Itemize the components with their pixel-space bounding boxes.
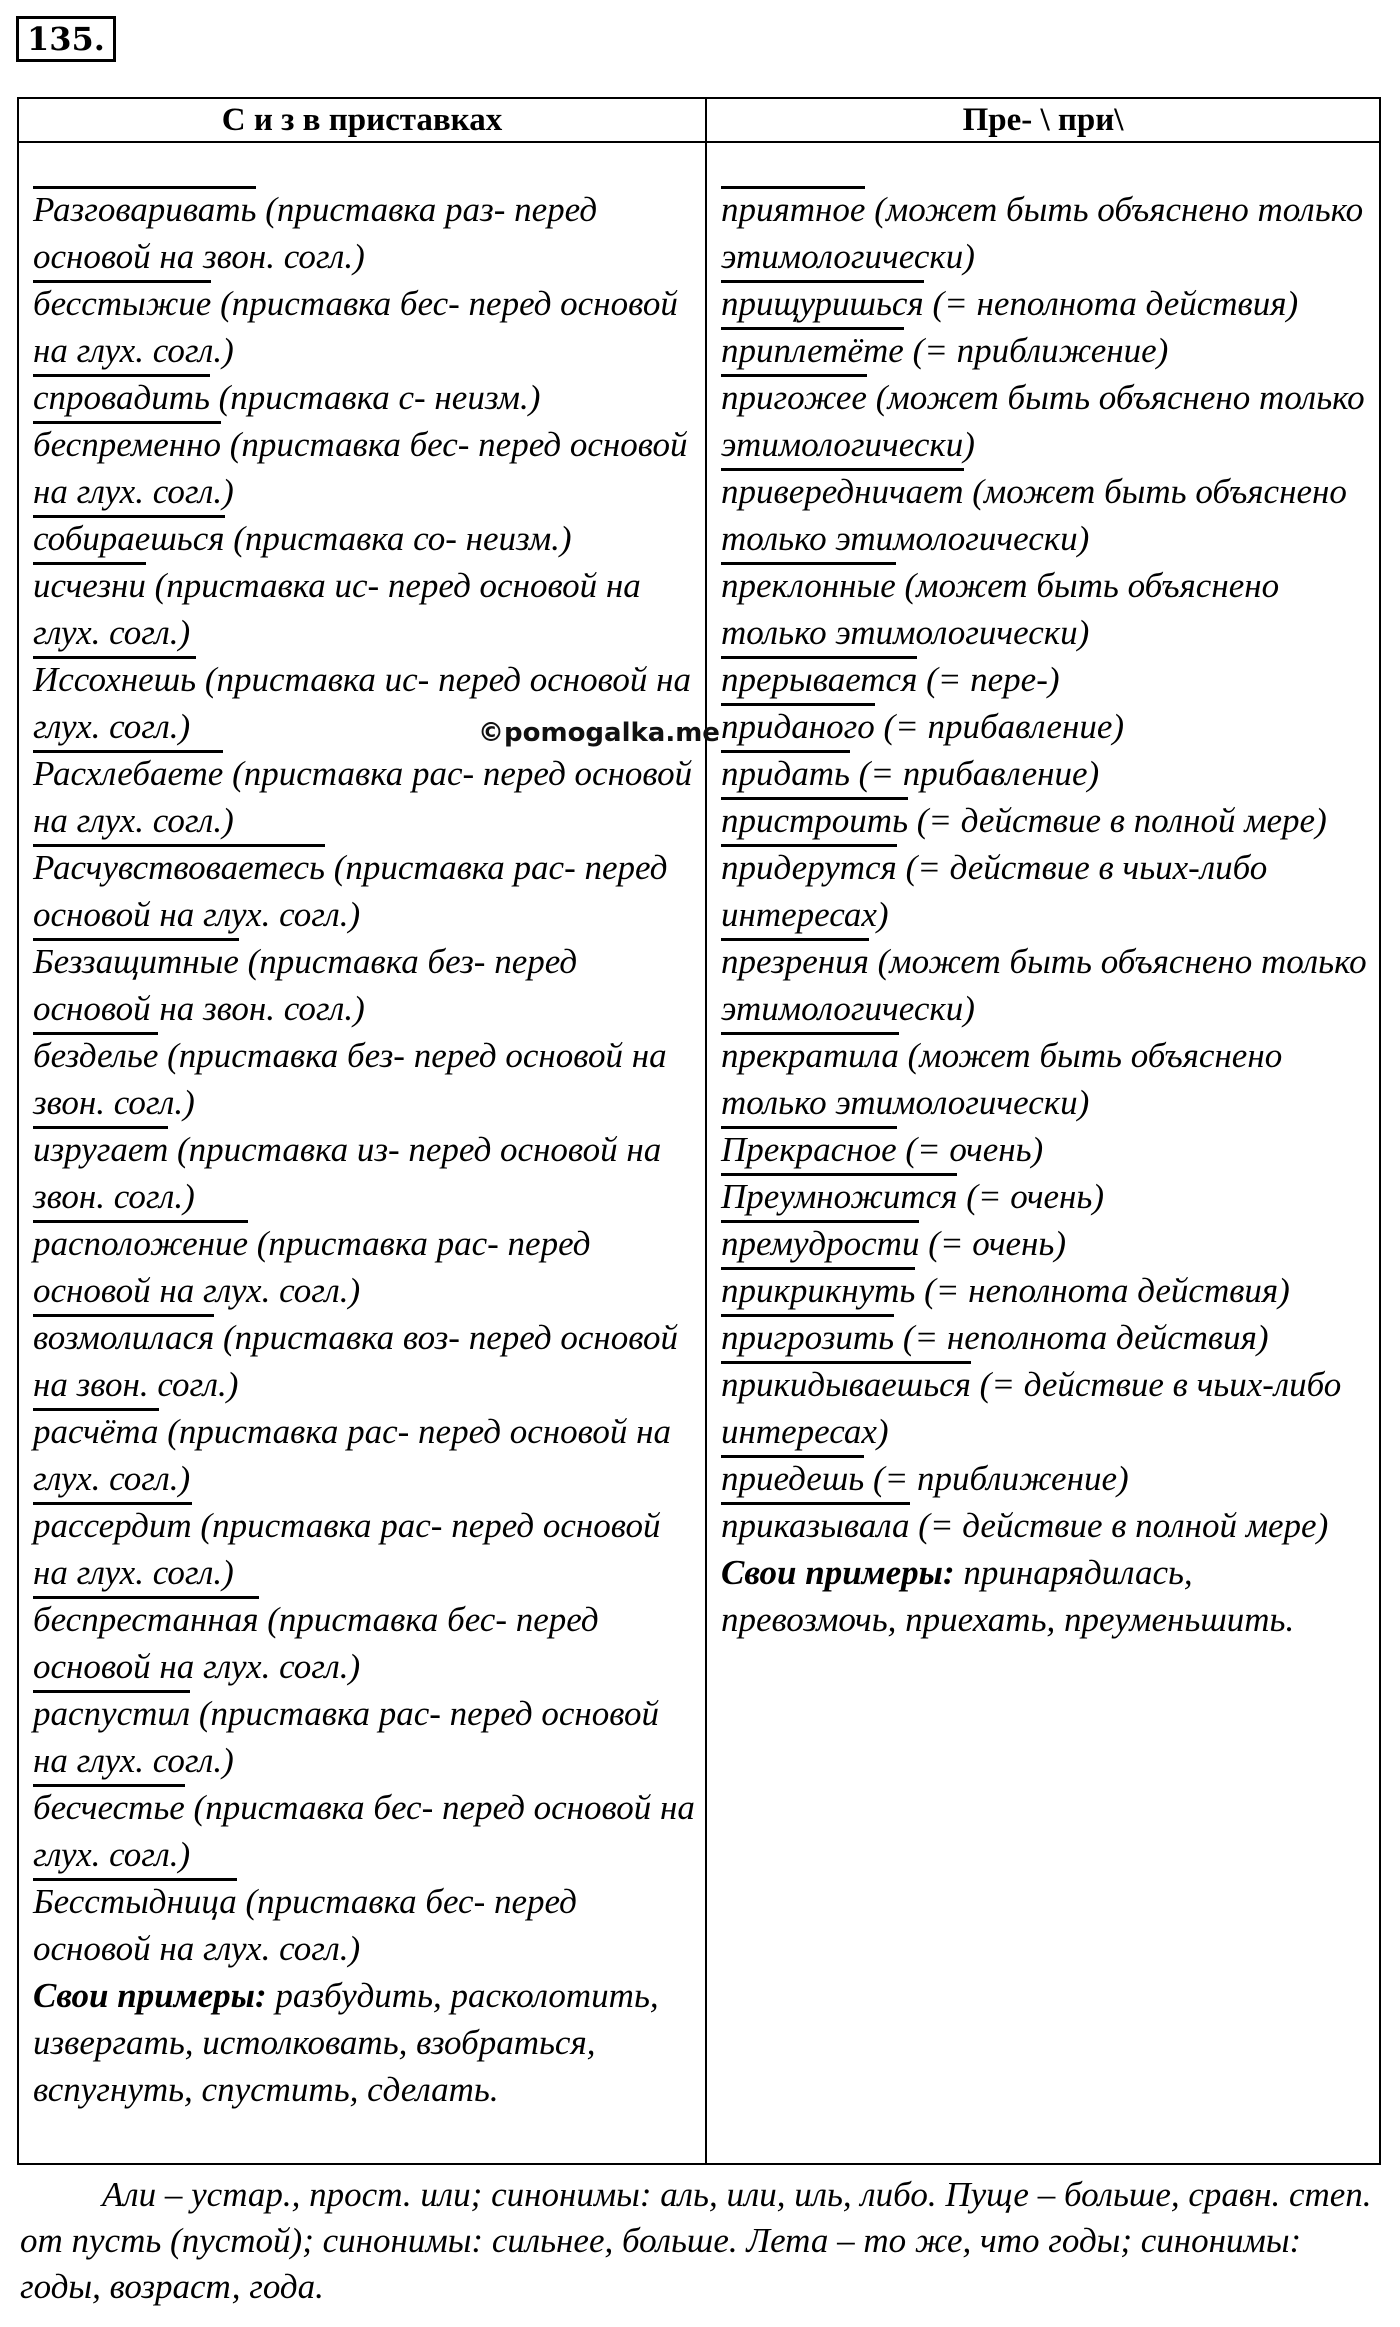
left-own-label: Свои примеры: bbox=[33, 1976, 267, 2015]
left-own-text: разбудить, расколотить, извергать, истолковать, взобраться, вспугнуть, спустить, сделать. bbox=[33, 1976, 659, 2109]
left-entry-note: (приставка воз- перед основой на звон. согл.) bbox=[33, 1318, 678, 1404]
left-entry bbox=[33, 1690, 695, 1784]
right-entry-word: Прекрасное bbox=[721, 1126, 897, 1169]
spelling-table bbox=[17, 97, 1381, 2165]
left-entry-word: Беззащитные bbox=[33, 938, 239, 981]
left-entry bbox=[33, 186, 695, 280]
left-entry-note: (приставка бес- перед основой на глух. согл.) bbox=[33, 284, 678, 370]
left-entry-word: возмолилася bbox=[33, 1314, 214, 1357]
left-entry-word: Бесстыдница bbox=[33, 1878, 237, 1921]
right-entry bbox=[721, 656, 1369, 703]
right-entry-note: (= действие в полной мере) bbox=[909, 1506, 1329, 1545]
right-entry bbox=[721, 1220, 1369, 1267]
left-entry-note: (приставка рас- перед основой на глух. согл.) bbox=[33, 1224, 591, 1310]
header-right: Пре- \ при\ bbox=[706, 98, 1380, 142]
left-entry-word: бесстыжие bbox=[33, 280, 211, 323]
left-entry-word: исчезни bbox=[33, 562, 146, 605]
right-own-label: Свои примеры: bbox=[721, 1553, 955, 1592]
left-entry-note: (приставка без- перед основой на звон. согл.) bbox=[33, 1036, 667, 1122]
left-entry bbox=[33, 1032, 695, 1126]
right-entry bbox=[721, 327, 1369, 374]
left-entry-note: (приставка рас- перед основой на глух. согл.) bbox=[33, 1506, 661, 1592]
left-entry-note: (приставка бес- перед основой на глух. согл.) bbox=[33, 1600, 599, 1686]
right-entry-note: (= прибавление) bbox=[849, 754, 1100, 793]
left-entry-note: (приставка бес- перед основой на глух. согл.) bbox=[33, 425, 688, 511]
right-entry bbox=[721, 1361, 1369, 1455]
right-entry-note: (= действие в полной мере) bbox=[908, 801, 1327, 840]
right-entry-note: (= очень) bbox=[957, 1177, 1104, 1216]
table-header-row bbox=[18, 98, 1380, 142]
right-entry bbox=[721, 1267, 1369, 1314]
right-entry-note: (= очень) bbox=[919, 1224, 1066, 1263]
left-entry-note: (приставка со- неизм.) bbox=[224, 519, 572, 558]
left-entry bbox=[33, 1784, 695, 1878]
right-entry bbox=[721, 562, 1369, 656]
left-entry-word: Разговаривать bbox=[33, 186, 256, 229]
left-entry bbox=[33, 938, 695, 1032]
left-entry-note: (приставка бес- перед основой на глух. согл.) bbox=[33, 1882, 577, 1968]
right-entry-word: приданого bbox=[721, 703, 875, 746]
left-entry bbox=[33, 280, 695, 374]
left-entry-word: спровадить bbox=[33, 374, 210, 417]
right-entry bbox=[721, 1502, 1369, 1549]
right-entry bbox=[721, 1032, 1369, 1126]
left-entry-word: бесчестье bbox=[33, 1784, 185, 1827]
right-entry bbox=[721, 844, 1369, 938]
right-entry-note: (= очень) bbox=[896, 1130, 1044, 1169]
right-column-cell bbox=[706, 142, 1380, 2164]
left-entry-word: беспременно bbox=[33, 421, 221, 464]
right-entry-word: приказывала bbox=[721, 1502, 910, 1545]
right-entry-note: (= прибавление) bbox=[874, 707, 1125, 746]
table-body-row bbox=[18, 142, 1380, 2164]
watermark: ©pomogalka.me bbox=[478, 718, 720, 748]
right-entry-word: прикидываешься bbox=[721, 1361, 971, 1404]
right-entry-word: прекратила bbox=[721, 1032, 899, 1075]
right-entry bbox=[721, 1314, 1369, 1361]
left-entry-note: (приставка с- неизм.) bbox=[209, 378, 541, 417]
header-left: С и з в приставках bbox=[18, 98, 706, 142]
left-entry-word: безделье bbox=[33, 1032, 158, 1075]
right-entry-note: (может быть объяснено только этимологически) bbox=[721, 472, 1347, 558]
right-entry-word: презрения bbox=[721, 938, 869, 981]
left-entry-word: Расхлебаете bbox=[33, 750, 223, 793]
left-entry-note: (приставка рас- перед основой на глух. согл.) bbox=[33, 1412, 671, 1498]
left-entry bbox=[33, 374, 695, 421]
left-entry-word: изругает bbox=[33, 1126, 168, 1169]
right-entry bbox=[721, 750, 1369, 797]
right-entry bbox=[721, 1173, 1369, 1220]
left-entry-note: (приставка без- перед основой на звон. согл.) bbox=[33, 942, 578, 1028]
left-entry bbox=[33, 1314, 695, 1408]
right-entry-word: привередничает bbox=[721, 468, 964, 511]
left-entry bbox=[33, 1878, 695, 1972]
right-entry bbox=[721, 468, 1369, 562]
right-entry-list bbox=[721, 143, 1369, 1549]
right-entry bbox=[721, 374, 1369, 468]
left-entry-word: рассердит bbox=[33, 1502, 192, 1545]
left-column-cell bbox=[18, 142, 706, 2164]
right-entry-note: (может быть объяснено только этимологически) bbox=[721, 190, 1364, 276]
left-entry-note: (приставка бес- перед основой на глух. согл.) bbox=[33, 1788, 695, 1874]
right-entry-word: преклонные bbox=[721, 562, 896, 605]
right-entry-word: пригожее bbox=[721, 374, 867, 417]
left-entry bbox=[33, 515, 695, 562]
left-entry-note: (приставка из- перед основой на звон. согл.) bbox=[33, 1130, 662, 1216]
left-entry-note: (приставка рас- перед основой на глух. согл.) bbox=[33, 848, 668, 934]
right-entry bbox=[721, 797, 1369, 844]
right-entry-note: (= приближение) bbox=[903, 331, 1169, 370]
left-entry-word: расчёта bbox=[33, 1408, 159, 1451]
right-entry-word: придерутся bbox=[721, 844, 897, 887]
right-entry-word: приедешь bbox=[721, 1455, 864, 1498]
left-entry bbox=[33, 1408, 695, 1502]
right-entry-note: (может быть объяснено только этимологически) bbox=[721, 378, 1365, 464]
right-entry-note: (= неполнота действия) bbox=[894, 1318, 1269, 1357]
left-own-examples bbox=[33, 1972, 695, 2113]
left-entry bbox=[33, 562, 695, 656]
right-entry-word: премудрости bbox=[721, 1220, 919, 1263]
right-entry-note: (может быть объяснено только этимологически) bbox=[721, 566, 1280, 652]
right-own-text: принарядилась, превозмочь, приехать, преуменьшить. bbox=[721, 1553, 1295, 1639]
right-entry-word: прикрикнуть bbox=[721, 1267, 915, 1310]
right-entry-note: (= приближение) bbox=[864, 1459, 1129, 1498]
left-entry bbox=[33, 750, 695, 844]
left-entry-word: распустил bbox=[33, 1690, 190, 1733]
right-entry-word: придать bbox=[721, 750, 850, 793]
left-entry bbox=[33, 421, 695, 515]
right-entry bbox=[721, 938, 1369, 1032]
left-entry bbox=[33, 1502, 695, 1596]
right-entry bbox=[721, 1126, 1369, 1173]
right-entry-note: (= неполнота действия) bbox=[923, 284, 1299, 323]
left-entry-list bbox=[33, 143, 695, 1972]
left-entry bbox=[33, 844, 695, 938]
left-entry-note: (приставка рас- перед основой на глух. согл.) bbox=[33, 1694, 659, 1780]
left-entry-word: расположение bbox=[33, 1220, 248, 1263]
right-entry-note: (может быть объяснено только этимологически) bbox=[721, 1036, 1283, 1122]
left-entry-word: собираешься bbox=[33, 515, 225, 558]
right-entry bbox=[721, 703, 1369, 750]
right-entry-word: прищуришься bbox=[721, 280, 924, 323]
left-entry bbox=[33, 1126, 695, 1220]
task-number: 135. bbox=[16, 16, 116, 62]
right-entry-note: (= пере-) bbox=[917, 660, 1060, 699]
right-entry-word: приятное bbox=[721, 186, 865, 229]
left-entry-word: Иссохнешь bbox=[33, 656, 196, 699]
left-entry-word: Расчувствоваетесь bbox=[33, 844, 325, 887]
left-entry-note: (приставка ис- перед основой на глух. согл.) bbox=[33, 566, 641, 652]
right-entry-word: пригрозить bbox=[721, 1314, 894, 1357]
right-entry-word: Преумножится bbox=[721, 1173, 957, 1216]
left-entry bbox=[33, 1220, 695, 1314]
right-entry-word: приплетёте bbox=[721, 327, 904, 370]
right-entry-word: прерывается bbox=[721, 656, 917, 699]
right-entry bbox=[721, 186, 1369, 280]
right-own-examples bbox=[721, 1549, 1369, 1643]
right-entry bbox=[721, 280, 1369, 327]
left-entry bbox=[33, 1596, 695, 1690]
right-entry-note: (может быть объяснено только этимологически) bbox=[721, 942, 1367, 1028]
right-entry bbox=[721, 1455, 1369, 1502]
right-entry-note: (= неполнота действия) bbox=[915, 1271, 1290, 1310]
left-entry-word: беспрестанная bbox=[33, 1596, 259, 1639]
right-entry-note: (= действие в чьих-либо интересах) bbox=[721, 1365, 1342, 1451]
right-entry-word: пристроить bbox=[721, 797, 908, 840]
left-entry-note: (приставка раз- перед основой на звон. согл.) bbox=[33, 190, 598, 276]
left-entry-note: (приставка ис- перед основой на глух. согл.) bbox=[33, 660, 691, 746]
right-entry-note: (= действие в чьих-либо интересах) bbox=[721, 848, 1268, 934]
footer-note: Али – устар., прост. или; синонимы: аль, или, иль, либо. Пуще – больше, сравн. степ. от пусть (пустой); синонимы: сильнее, больше. Лета – то же, что годы; синонимы: годы, возраст, года. bbox=[20, 2175, 1372, 2306]
left-entry-note: (приставка рас- перед основой на глух. согл.) bbox=[33, 754, 693, 840]
